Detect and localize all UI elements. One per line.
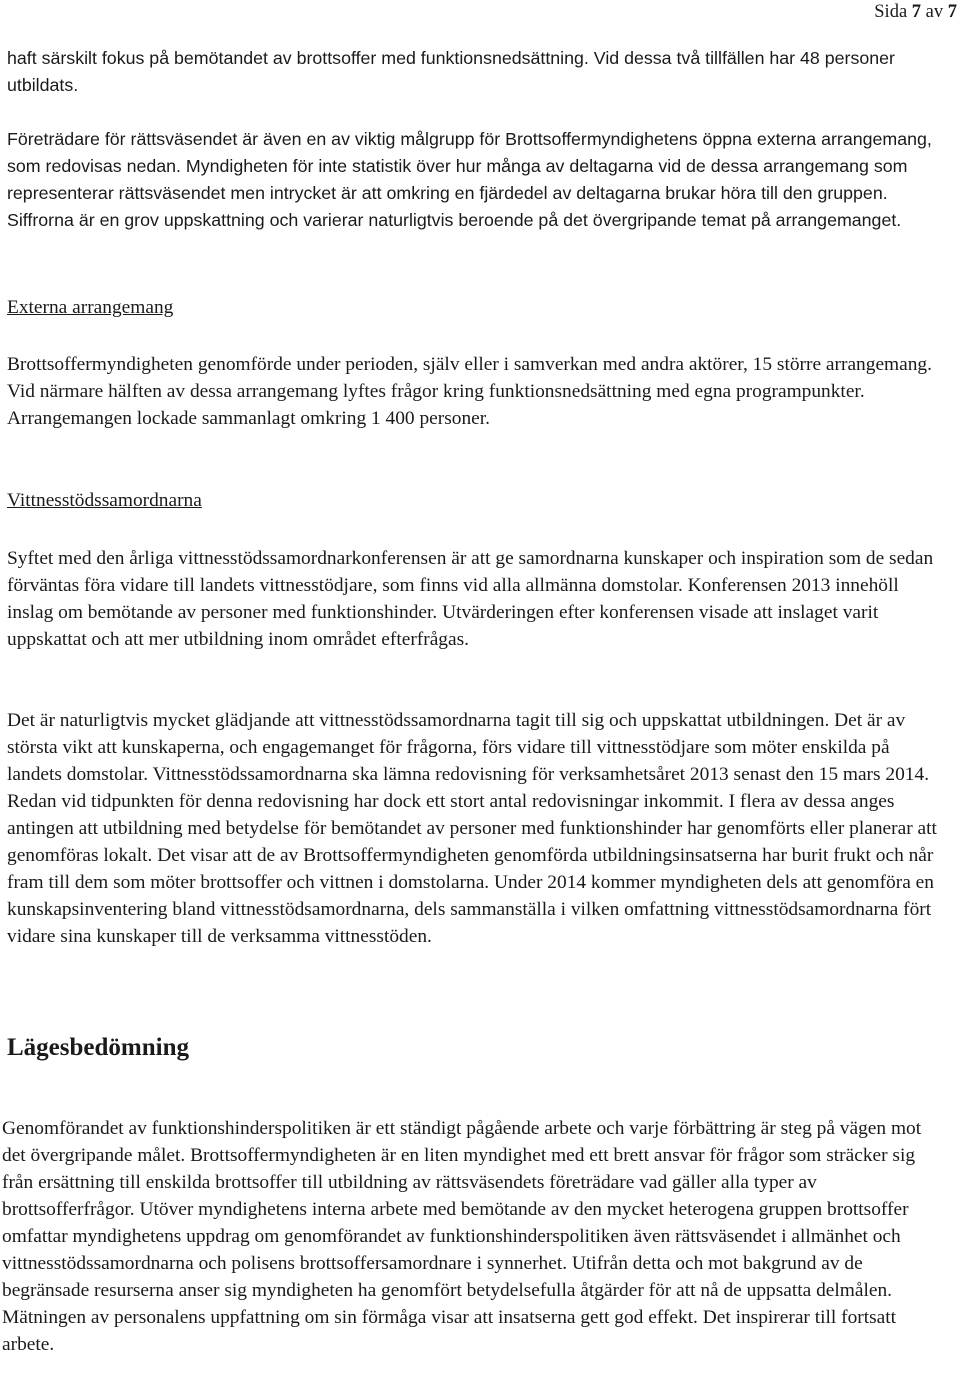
paragraph-justice-target-group: Företrädare för rättsväsendet är även en av viktig målgrupp för Brottsoffermyndighetens öppna externa arrangemang, som redovisas nedan. Myndigheten för inte statistik över hur många av deltagarna vid de dessa arrangemang som representerar rättsväsendet men intrycket är att omkring en fjärdedel av deltagarna brukar höra till den gruppen. Siffrorna är en grov uppskattning och varierar naturligtvis beroende på det övergripande temat på arrangemanget. [7, 129, 932, 230]
subheading-vittnesstodssamordnarna: Vittnesstödssamordnarna [7, 490, 202, 511]
paragraph-training-intro: haft särskilt fokus på bemötandet av brottsoffer med funktionsnedsättning. Vid dessa två tillfällen har 48 personer utbildats. [7, 48, 895, 95]
page-number [874, 0, 957, 26]
page-total: 7 [947, 2, 957, 22]
paragraph-external-events: Brottsoffermyndigheten genomförde under perioden, själv eller i samverkan med andra aktörer, 15 större arrangemang. Vid närmare hälften av dessa arrangemang lyftes frågor kring funktionsnedsättning med egna programpunkter. Arrangemangen lockade sammanlagt omkring 1 400 personer. [7, 354, 932, 429]
paragraph-conference: Syftet med den årliga vittnesstödssamordnarkonferensen är att ge samordnarna kunskaper och inspiration som de sedan förväntas föra vidare till landets vittnesstödjare, som finns vid alla allmänna domstolar. Konferensen 2013 innehöll inslag om bemötande av personer med funktionshinder. Utvärderingen efter konferensen visade att inslaget varit uppskattat och att mer utbildning inom området efterfrågas. [7, 548, 934, 650]
page-prefix: Sida [874, 2, 908, 22]
subheading-externa-arrangemang: Externa arrangemang [7, 297, 174, 318]
paragraph-witness-support: Det är naturligtvis mycket glädjande att vittnesstödssamordnarna tagit till sig och uppskattat utbildningen. Det är av största vikt att kunskaperna, och engagemanget för frågorna, förs vidare till vittnesstödjare som möter enskilda på landets domstolar. Vittnesstödssamordnarna ska lämna redovisning för verksamhetsåret 2013 senast den 15 mars 2014. Redan vid tidpunkten för denna redovisning har dock ett stort antal redovisningar inkommit. I flera av dessa anges antingen att utbildning med betydelse för bemötandet av personer med funktionshinder har genomförts eller planerar att genomföras lokalt. Det visar att de av Brottsoffermyndigheten genomförda utbildningsinsatserna har burit frukt och når fram till dem som möter brottsoffer och vittnen i domstolarna. Under 2014 kommer myndigheten dels att genomföra en kunskapsinventering bland vittnesstödsamordnarna, dels sammanställa i vilken omfattning vittnesstödsamordnarna fört vidare sina kunskaper till de verksamma vittnesstöden. [7, 710, 937, 947]
page-separator: av [925, 2, 944, 22]
page-current: 7 [911, 2, 922, 22]
paragraph-assessment: Genomförandet av funktionshinderspolitiken är ett ständigt pågående arbete och varje förbättring är steg på vägen mot det övergripande målet. Brottsoffermyndigheten är en liten myndighet med ett brett ansvar för frågor som sträcker sig från ersättning till enskilda brottsoffer till utbildning av rättsväsendets företrädare vad gäller alla typer av brottsofferfrågor. Utöver myndighetens interna arbete med bemötande av den mycket heterogena gruppen brottsoffer omfattar myndighetens uppdrag om genomförandet av funktionshinderspolitiken även rättsväsendet i allmänhet och vittnesstödssamordnarna och polisens brottsoffersamordnare i synnerhet. Utifrån detta och mot bakgrund av de begränsade resurserna anser sig myndigheten ha genomfört betydelsefulla åtgärder för att nå de uppsatta delmålen. Mätningen av personalens uppfattning om sin förmåga visar att insatserna gett god effekt. Det inspirerar till fortsatt arbete. [2, 1118, 922, 1356]
heading-lagesbedomning: Lägesbedömning [7, 1034, 189, 1061]
